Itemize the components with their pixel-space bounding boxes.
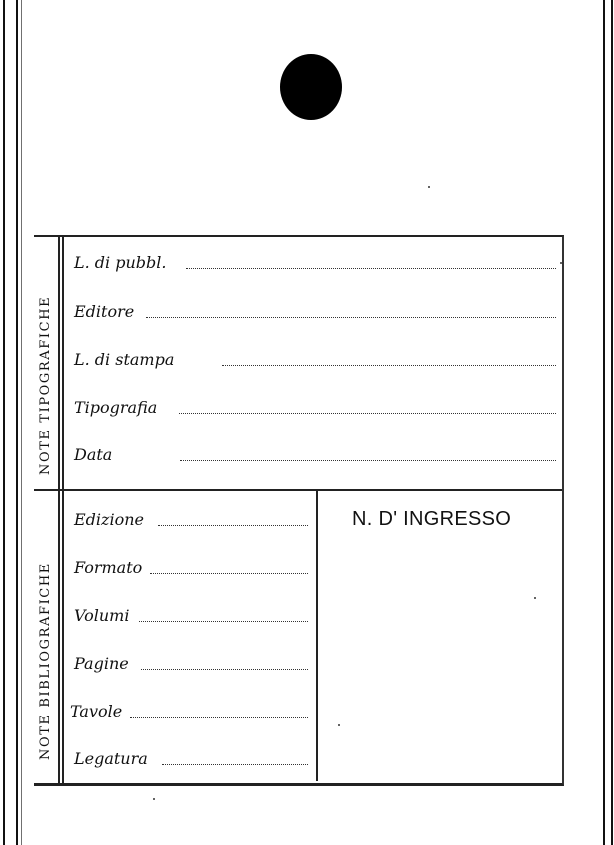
field-label: Volumi [74, 606, 130, 625]
entry-column-divider [316, 491, 318, 781]
dotted-line [158, 525, 308, 526]
field-label: Edizione [74, 510, 144, 529]
dotted-line [180, 460, 556, 461]
section-divider [34, 489, 562, 491]
dotted-line [146, 317, 556, 318]
field-luogo-stampa[interactable] [74, 352, 556, 368]
dotted-line [130, 717, 308, 718]
dotted-line [162, 764, 308, 765]
typographic-notes-label: NOTE TIPOGRAFICHE [38, 295, 53, 475]
dotted-line [186, 268, 556, 269]
field-label: Editore [74, 302, 135, 321]
card-left-rule-inner [62, 235, 64, 783]
bibliographic-notes-label: NOTE BIBLIOGRAFICHE [38, 562, 53, 760]
field-editore[interactable] [74, 304, 556, 320]
field-label: Formato [74, 558, 143, 577]
field-label: Pagine [74, 654, 129, 673]
dotted-line [139, 621, 308, 622]
scan-speck [338, 724, 340, 726]
scan-speck [534, 597, 536, 599]
field-label: L. di pubbl. [74, 253, 167, 272]
right-page-edge-outer [611, 0, 613, 845]
left-page-edge-inner [16, 0, 18, 845]
field-label: Tipografia [74, 398, 158, 417]
field-edizione[interactable] [74, 512, 308, 528]
field-label: L. di stampa [74, 350, 175, 369]
dotted-line [179, 413, 556, 414]
dotted-line [141, 669, 308, 670]
field-tipografia[interactable] [74, 400, 556, 416]
card-left-rule [58, 235, 60, 783]
dotted-line [222, 365, 556, 366]
entry-number-label: N. D' INGRESSO [352, 508, 512, 530]
scan-speck [560, 262, 562, 264]
field-label: Legatura [74, 749, 148, 768]
left-page-edge [3, 0, 5, 845]
field-pagine[interactable] [74, 656, 308, 672]
punch-hole [280, 54, 342, 120]
field-label: Data [74, 445, 113, 464]
right-page-edge [603, 0, 605, 845]
field-label: Tavole [70, 702, 123, 721]
field-legatura[interactable] [74, 751, 308, 767]
field-volumi[interactable] [74, 608, 308, 624]
field-tavole[interactable] [70, 704, 308, 720]
left-page-edge-shadow [21, 0, 22, 845]
scan-speck [153, 798, 155, 800]
field-luogo-pubblicazione[interactable] [74, 255, 556, 271]
dotted-line [150, 573, 308, 574]
field-formato[interactable] [74, 560, 308, 576]
field-data[interactable] [74, 447, 556, 463]
scan-speck [428, 186, 430, 188]
